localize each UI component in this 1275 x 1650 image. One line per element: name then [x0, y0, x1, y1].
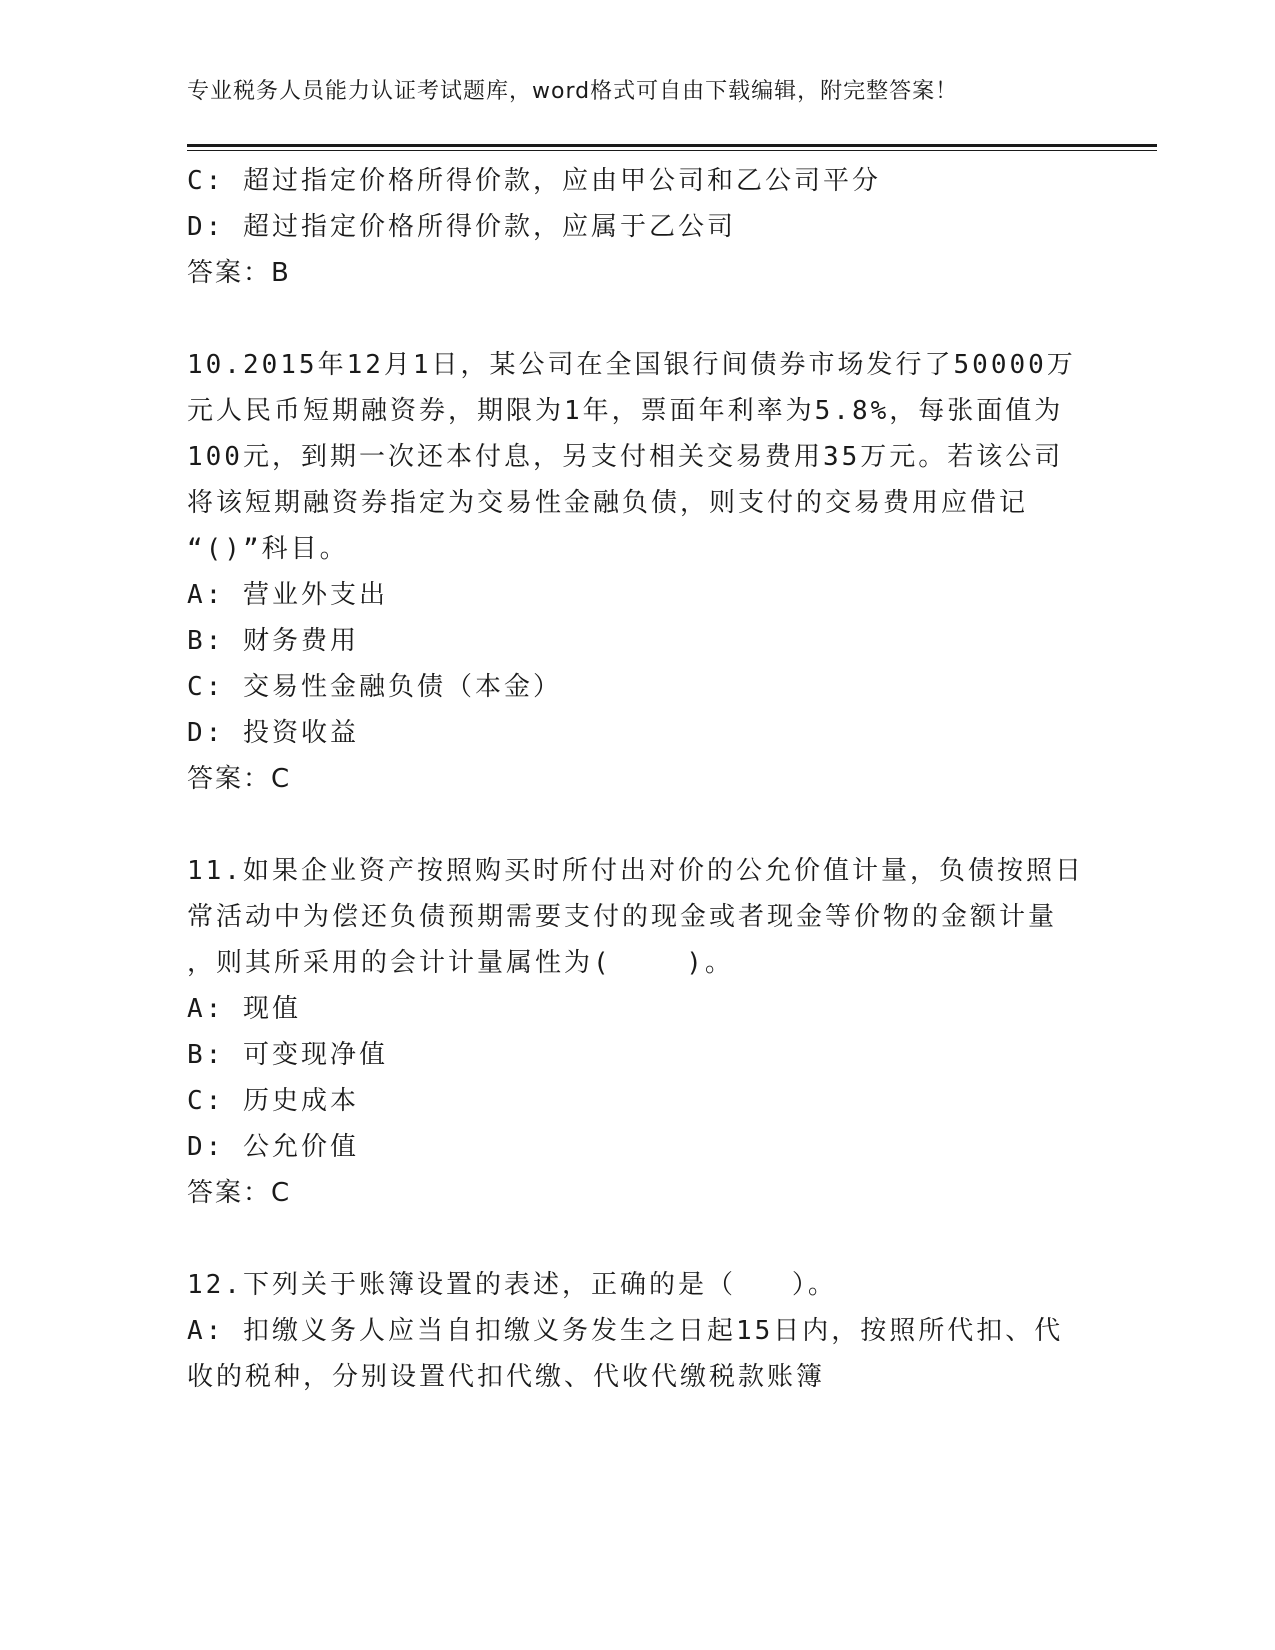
header-divider [187, 144, 1157, 151]
q9-option-d: D: 超过指定价格所得价款，应属于乙公司 [187, 212, 736, 242]
q10-stem-line: “()”科目。 [187, 534, 349, 564]
q11-stem-line: 常活动中为偿还负债预期需要支付的现金或者现金等价物的金额计量 [187, 902, 1058, 932]
spacer [187, 1216, 1087, 1262]
q11-option-c: C: 历史成本 [187, 1086, 359, 1116]
q11-stem-line: 11.如果企业资产按照购买时所付出对价的公允价值计量，负债按照日 [187, 856, 1084, 886]
q10-option-b: B: 财务费用 [187, 626, 359, 656]
q12-option-a-line: A: 扣缴义务人应当自扣缴义务发生之日起15日内，按照所代扣、代 [187, 1316, 1064, 1346]
q11-option-d: D: 公允价值 [187, 1132, 359, 1162]
q9-option-c: C: 超过指定价格所得价款，应由甲公司和乙公司平分 [187, 166, 881, 196]
q10-option-a: A: 营业外支出 [187, 580, 388, 610]
q11-option-a: A: 现值 [187, 994, 301, 1024]
q9-answer: 答案：B [187, 258, 291, 288]
q12-stem-line: 12.下列关于账簿设置的表述，正确的是（ ）。 [187, 1270, 837, 1300]
spacer [187, 802, 1087, 848]
page-header: 专业税务人员能力认证考试题库，word格式可自由下载编辑，附完整答案！ [187, 79, 959, 104]
q12-option-a-line: 收的税种，分别设置代扣代缴、代收代缴税款账簿 [187, 1362, 826, 1392]
q11-stem-line: ，则其所采用的会计计量属性为( )。 [187, 948, 734, 978]
q10-stem-line: 元人民币短期融资券，期限为1年，票面年利率为5.8%，每张面值为 [187, 396, 1064, 426]
q10-answer: 答案：C [187, 764, 292, 794]
spacer [187, 296, 1087, 342]
q11-answer: 答案：C [187, 1178, 292, 1208]
document-body [187, 158, 1087, 1400]
q11-option-b: B: 可变现净值 [187, 1040, 388, 1070]
q10-stem-line: 将该短期融资券指定为交易性金融负债，则支付的交易费用应借记 [187, 488, 1029, 518]
q10-stem-line: 100元，到期一次还本付息，另支付相关交易费用35万元。若该公司 [187, 442, 1064, 472]
q10-stem-line: 10.2015年12月1日，某公司在全国银行间债券市场发行了50000万 [187, 350, 1076, 380]
q10-option-c: C: 交易性金融负债（本金） [187, 672, 562, 702]
q10-option-d: D: 投资收益 [187, 718, 359, 748]
